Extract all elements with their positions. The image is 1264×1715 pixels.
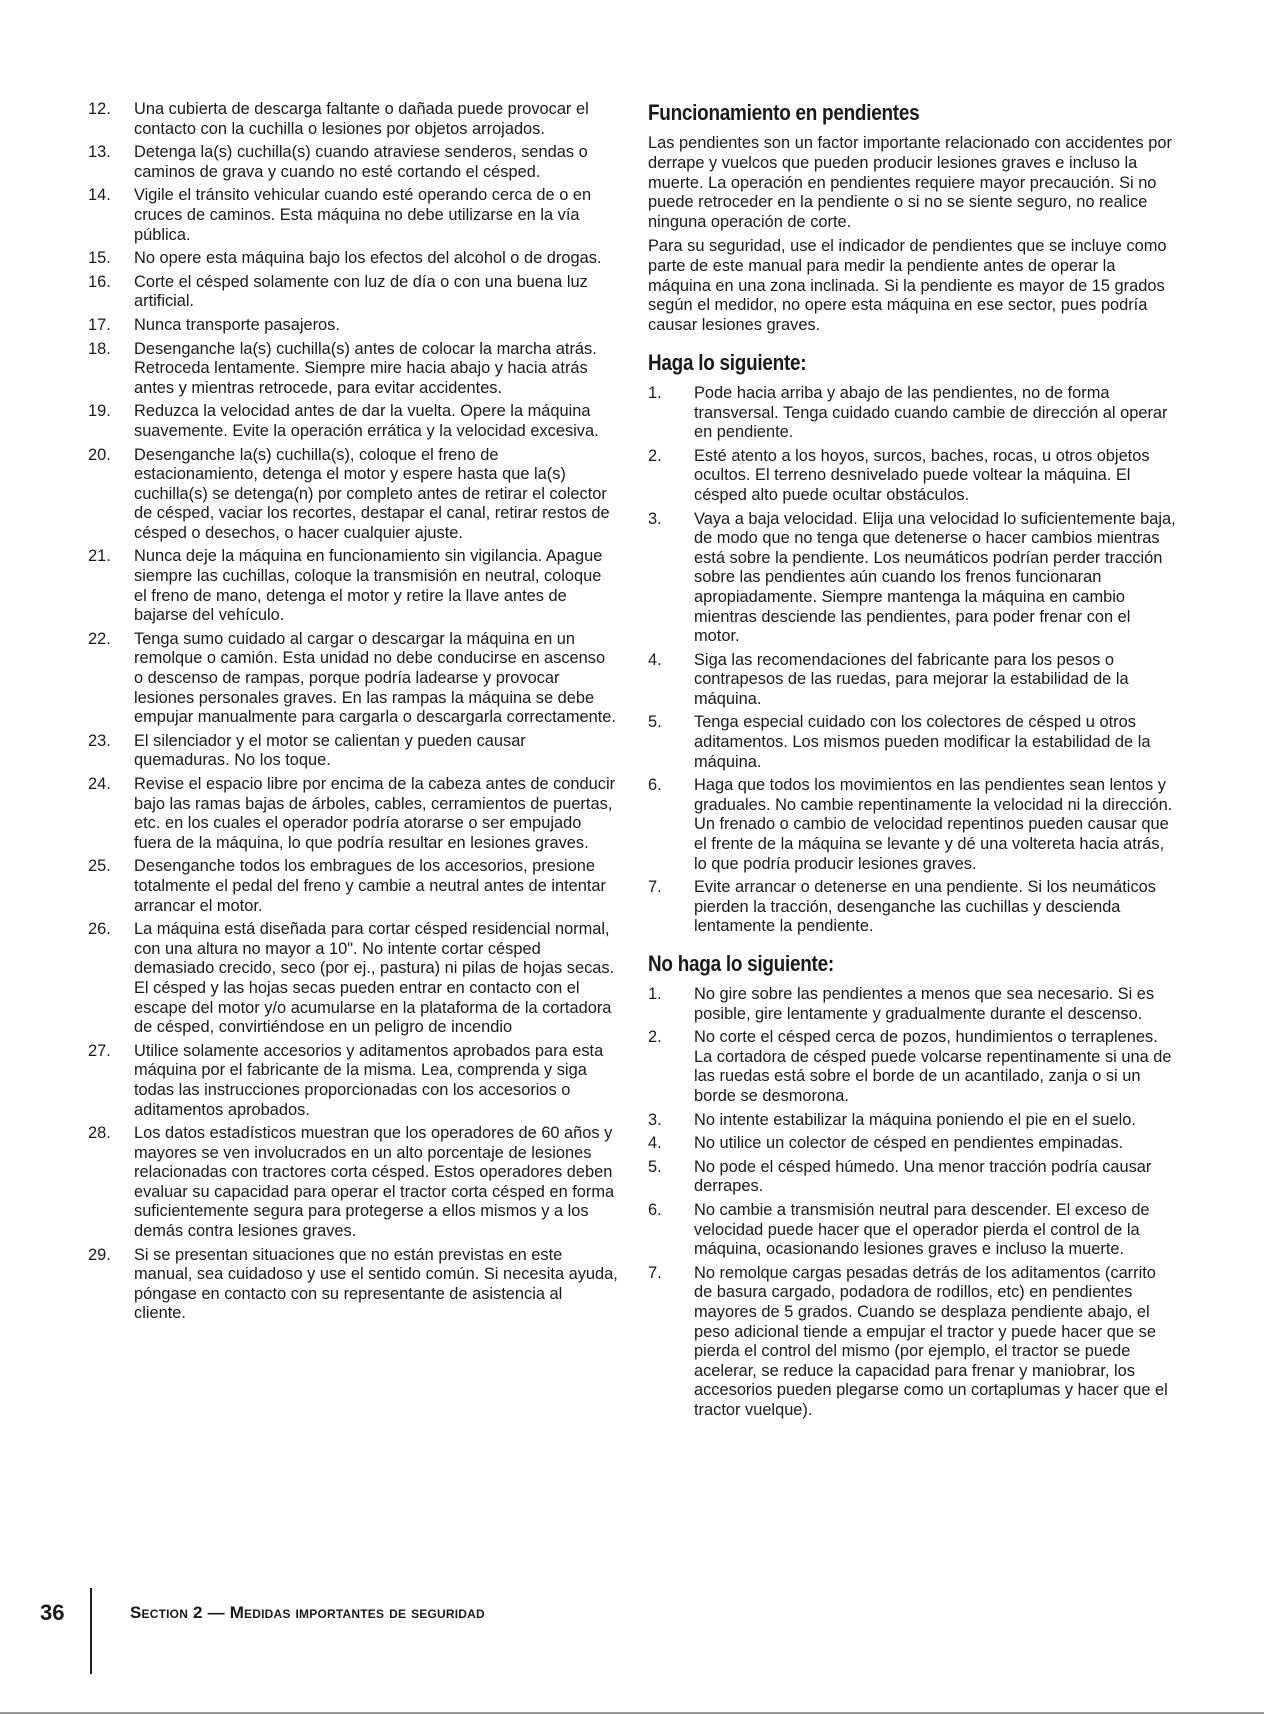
list-item bbox=[88, 249, 618, 269]
item-number: 20. bbox=[88, 445, 111, 464]
item-text: No utilice un colector de césped en pendientes empinadas. bbox=[694, 1134, 1124, 1153]
item-number: 25. bbox=[88, 857, 111, 876]
item-number: 5. bbox=[648, 1157, 662, 1176]
item-text: Esté atento a los hoyos, surcos, baches, rocas, u otros objetos ocultos. El terreno desnivelado puede voltear la máquina. El césped alto puede ocultar obstáculos. bbox=[694, 446, 1150, 504]
item-number: 3. bbox=[648, 1110, 662, 1129]
item-text: Utilice solamente accesorios y aditamentos aprobados para esta máquina por el fabricante de la misma. Lea, comprenda y siga todas las instrucciones proporcionadas con los accesorios o aditamentos aprobados. bbox=[134, 1041, 604, 1119]
item-text: Detenga la(s) cuchilla(s) cuando atraviese senderos, sendas o caminos de grava y cuando no esté cortando el césped. bbox=[134, 143, 588, 181]
item-text: No gire sobre las pendientes a menos que sea necesario. Si es posible, gire lentamente y gradualmente durante el descenso. bbox=[694, 985, 1155, 1023]
item-text: Una cubierta de descarga faltante o dañada puede provocar el contacto con la cuchilla o lesiones por objetos arrojados. bbox=[134, 100, 589, 138]
list-item bbox=[648, 384, 1176, 443]
item-text: No cambie a transmisión neutral para descender. El exceso de velocidad puede hacer que el operador pierda el control de la máquina, ocasionando lesiones graves e incluso la muerte. bbox=[694, 1200, 1150, 1259]
item-text: Si se presentan situaciones que no están previstas en este manual, sea cuidadoso y use el sentido común. Si necesita ayuda, póngase en contacto con su representante de asistencia al cliente. bbox=[134, 1245, 618, 1323]
item-number: 23. bbox=[88, 731, 111, 750]
list-item bbox=[648, 713, 1176, 772]
item-text: Haga que todos los movimientos en las pendientes sean lentos y graduales. No cambie repentinamente la velocidad ni la dirección. Un frenado o cambio de velocidad repentinos pueden causar que el frente de la máquina se levante y dé una voltereta hacia atrás, lo que podría producir lesiones graves. bbox=[694, 776, 1173, 873]
list-item bbox=[88, 920, 618, 1038]
list-item bbox=[88, 775, 618, 853]
item-number: 28. bbox=[88, 1124, 111, 1143]
item-number: 13. bbox=[88, 143, 111, 162]
list-item bbox=[648, 510, 1176, 647]
item-number: 1. bbox=[648, 383, 662, 402]
item-number: 18. bbox=[88, 339, 111, 358]
item-text: Desenganche todos los embragues de los accesorios, presione totalmente el pedal del freno y cambie a neutral antes de intentar arrancar el motor. bbox=[134, 857, 606, 915]
item-text: No corte el césped cerca de pozos, hundimientos o terraplenes. La cortadora de césped puede volcarse repentinamente si una de las ruedas está sobre el borde de un acantilado, zanja o si un borde se desmorona. bbox=[694, 1028, 1172, 1105]
item-number: 17. bbox=[88, 315, 111, 334]
page-number: 36 bbox=[40, 1600, 65, 1625]
item-text: No remolque cargas pesadas detrás de los aditamentos (carrito de basura cargado, podadora de rodillos, etc) en pendientes mayores de 5 grados. Cuando se desplaza pendiente abajo, el peso adicional tiende a empujar el tractor y puede hacer que se pierda el control del mismo (por ejemplo, el tractor se puede acelerar, se reduce la capacidad para frenar y maniobrar, los accesorios pueden plegarse como un cortaplumas y hacer que el tractor vuelque). bbox=[694, 1263, 1168, 1419]
item-text: La máquina está diseñada para cortar césped residencial normal, con una altura no mayor a 10". No intente cortar césped demasiado crecido, seco (por ej., pastura) ni pilas de hojas secas. El césped y las hojas secas pueden entrar en contacto con el escape del motor y/o acumularse en la plataforma de la cortadora de césped, convirtiéndose en un peligro de incendio bbox=[134, 920, 615, 1037]
list-item bbox=[88, 1246, 618, 1324]
item-text: Nunca transporte pasajeros. bbox=[134, 315, 340, 334]
list-item bbox=[88, 316, 618, 336]
list-item bbox=[88, 446, 618, 544]
list-item bbox=[88, 857, 618, 916]
item-number: 22. bbox=[88, 629, 111, 648]
item-number: 2. bbox=[648, 446, 662, 465]
item-text: Vigile el tránsito vehicular cuando esté operando cerca de o en cruces de caminos. Esta máquina no debe utilizarse en la vía pública. bbox=[134, 186, 592, 244]
list-item bbox=[88, 340, 618, 399]
item-number: 4. bbox=[648, 1134, 662, 1153]
list-item bbox=[88, 732, 618, 771]
left-column bbox=[88, 100, 618, 1328]
item-number: 27. bbox=[88, 1041, 111, 1060]
item-text: Reduzca la velocidad antes de dar la vuelta. Opere la máquina suavemente. Evite la operación errática y la velocidad excesiva. bbox=[134, 402, 599, 440]
list-item bbox=[648, 651, 1176, 710]
item-number: 6. bbox=[648, 1200, 662, 1219]
list-item bbox=[88, 273, 618, 312]
item-number: 1. bbox=[648, 985, 662, 1003]
item-number: 6. bbox=[648, 776, 662, 795]
list-item bbox=[648, 985, 1176, 1024]
list-item bbox=[648, 776, 1176, 874]
dont-list bbox=[648, 985, 1176, 1420]
list-item bbox=[648, 447, 1176, 506]
item-number: 2. bbox=[648, 1028, 662, 1047]
item-text: No intente estabilizar la máquina poniendo el pie en el suelo. bbox=[694, 1110, 1136, 1129]
do-list bbox=[648, 384, 1176, 937]
list-item bbox=[88, 547, 618, 625]
item-text: Desenganche la(s) cuchilla(s), coloque el freno de estacionamiento, detenga el motor y espere hasta que la(s) cuchilla(s) se detenga(n) por completo antes de retirar el colector de césped, vaciar los recortes, destapar el canal, retirar restos de césped o desechos, o hacer cualquier ajuste. bbox=[134, 445, 610, 542]
item-number: 14. bbox=[88, 186, 111, 205]
item-number: 5. bbox=[648, 713, 662, 732]
item-text: Vaya a baja velocidad. Elija una velocidad lo suficientemente baja, de modo que no tenga que detenerse o hacer cambios mientras está sobre la pendiente. Los neumáticos podrían perder tracción sobre las pendientes aún cuando los frenos funcionaran apropiadamente. Siempre mantenga la máquina en cambio mientras desciende las pendientes, para poder frenar con el motor. bbox=[694, 509, 1176, 646]
section-heading-slopes: Funcionamiento en pendientes bbox=[648, 100, 920, 125]
item-text: No opere esta máquina bajo los efectos del alcohol o de drogas. bbox=[134, 249, 602, 268]
item-text: Corte el césped solamente con luz de día o con una buena luz artificial. bbox=[134, 272, 588, 311]
list-item bbox=[88, 186, 618, 245]
item-number: 7. bbox=[648, 878, 662, 897]
item-number: 29. bbox=[88, 1245, 111, 1264]
list-item bbox=[648, 878, 1176, 937]
item-number: 24. bbox=[88, 775, 111, 793]
list-item bbox=[648, 1134, 1176, 1154]
item-number: 7. bbox=[648, 1263, 662, 1282]
item-number: 12. bbox=[88, 100, 111, 118]
item-number: 16. bbox=[88, 272, 111, 291]
right-column bbox=[648, 100, 1176, 1424]
item-text: Evite arrancar o detenerse en una pendiente. Si los neumáticos pierden la tracción, desenganche las cuchillas y descienda lentamente la pendiente. bbox=[694, 878, 1156, 936]
item-text: El silenciador y el motor se calientan y pueden causar quemaduras. No los toque. bbox=[134, 731, 526, 770]
item-number: 26. bbox=[88, 920, 111, 939]
footer-divider bbox=[90, 1588, 92, 1674]
item-text: Desenganche la(s) cuchilla(s) antes de colocar la marcha atrás. Retroceda lentamente. Siempre mire hacia abajo y hacia atrás antes y mientras retrocede, para evitar accidentes. bbox=[134, 339, 597, 397]
list-item bbox=[648, 1201, 1176, 1260]
item-text: Nunca deje la máquina en funcionamiento sin vigilancia. Apague siempre las cuchillas, coloque la transmisión en neutral, coloque el freno de mano, detenga el motor y retire la llave antes de bajarse del vehículo. bbox=[134, 547, 603, 625]
item-text: Los datos estadísticos muestran que los operadores de 60 años y mayores se ven involucrados en un alto porcentaje de lesiones relacionadas con tractores corta césped. Estos operadores deben evaluar su capacidad para operar el tractor corta césped en forma suficientemente segura para protegerse a ellos mismos y a los demás contra lesiones graves. bbox=[134, 1124, 615, 1241]
list-item bbox=[88, 630, 618, 728]
page-footer bbox=[40, 1598, 92, 1628]
item-text: Tenga especial cuidado con los colectores de césped u otros aditamentos. Los mismos pueden modificar la estabilidad de la máquina. bbox=[694, 713, 1151, 771]
list-item bbox=[648, 1111, 1176, 1131]
section-label: Section 2 — Medidas importantes de seguridad bbox=[130, 1603, 485, 1622]
list-item bbox=[648, 1158, 1176, 1197]
item-number: 21. bbox=[88, 547, 111, 566]
section-heading-do: Haga lo siguiente: bbox=[648, 349, 807, 375]
item-text: No pode el césped húmedo. Una menor tracción podría causar derrapes. bbox=[694, 1157, 1152, 1196]
list-item bbox=[88, 1124, 618, 1242]
slopes-gauge-paragraph: Para su seguridad, use el indicador de pendientes que se incluye como parte de este manual para medir la pendiente antes de operar la máquina en una zona inclinada. Si la pendiente es mayor de 15 grados según el medidor, no opere esta máquina en ese sector, pues podría causar lesiones graves. bbox=[648, 236, 1167, 335]
item-number: 15. bbox=[88, 249, 111, 268]
list-item bbox=[648, 1028, 1176, 1106]
list-item bbox=[648, 1264, 1176, 1421]
item-text: Tenga sumo cuidado al cargar o descargar la máquina en un remolque o camión. Esta unidad no debe conducirse en ascenso o descenso de rampas, porque podría ladearse y provocar lesiones personales graves. En las rampas la máquina se debe empujar manualmente para cargarla o descargarla correctamente. bbox=[134, 629, 616, 727]
bottom-rule bbox=[0, 1712, 1264, 1714]
item-number: 3. bbox=[648, 509, 662, 528]
list-item bbox=[88, 100, 618, 139]
item-text: Siga las recomendaciones del fabricante para los pesos o contrapesos de las ruedas, para mejorar la estabilidad de la máquina. bbox=[694, 650, 1129, 708]
list-item bbox=[88, 402, 618, 441]
list-item bbox=[88, 143, 618, 182]
slopes-intro-paragraph: Las pendientes son un factor importante relacionado con accidentes por derrape y vuelcos que pueden producir lesiones graves e incluso la muerte. La operación en pendientes requiere mayor precaución. Si no puede retroceder en la pendiente o si no se siente seguro, no realice ninguna operación de corte. bbox=[648, 134, 1172, 232]
section-heading-dont: No haga lo siguiente: bbox=[648, 951, 834, 976]
item-text: Revise el espacio libre por encima de la cabeza antes de conducir bajo las ramas bajas de árboles, cables, cerramientos de puertas, etc. en los cuales el operador podría atorarse o ser empujado fuera de la máquina, lo que podría resultar en lesiones graves. bbox=[134, 775, 616, 852]
item-number: 4. bbox=[648, 650, 662, 669]
item-number: 19. bbox=[88, 402, 111, 421]
safety-rules-list bbox=[88, 100, 618, 1324]
list-item bbox=[88, 1042, 618, 1120]
item-text: Pode hacia arriba y abajo de las pendientes, no de forma transversal. Tenga cuidado cuando cambie de dirección al operar en pendiente. bbox=[694, 383, 1168, 442]
